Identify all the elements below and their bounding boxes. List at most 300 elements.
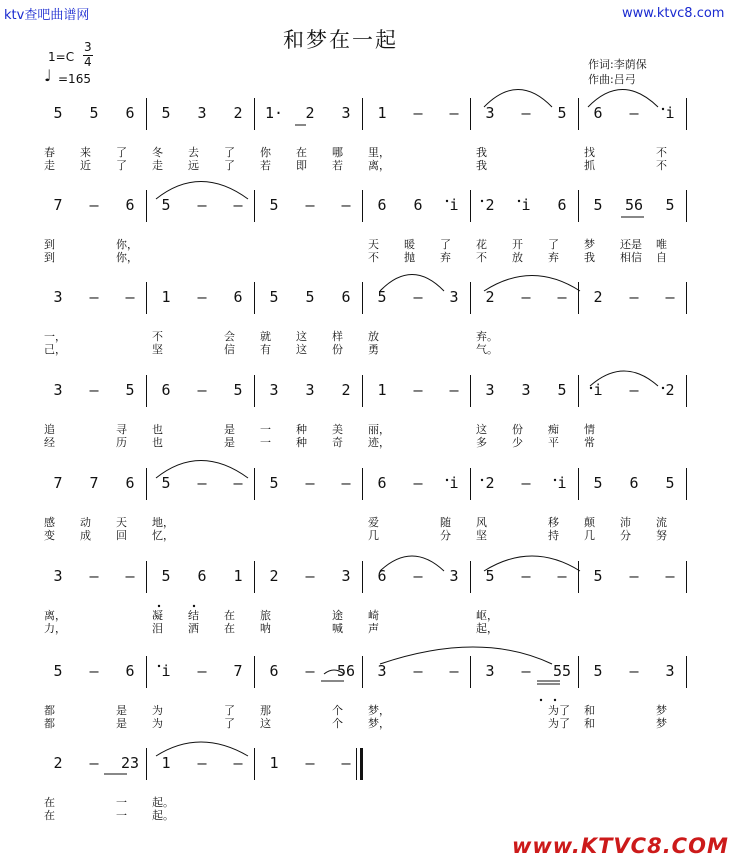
lyric: 分 — [620, 529, 631, 542]
low-dot — [540, 699, 542, 701]
lyric: 不 — [476, 251, 487, 264]
note: 23 — [120, 754, 140, 772]
lyric: 呐 — [260, 622, 271, 635]
lyric: 为了 — [548, 717, 570, 730]
note: 6 — [197, 567, 207, 585]
lyric: 多 — [476, 436, 487, 449]
key-signature: 1=C — [48, 50, 75, 64]
lyric: 崎 — [368, 609, 379, 622]
lyric: 这 — [296, 330, 307, 343]
high-dot — [446, 479, 448, 481]
lyric: 常 — [584, 436, 595, 449]
lyric: 不 — [152, 330, 163, 343]
note: 7 — [53, 474, 63, 492]
lyric: 喊 — [332, 622, 343, 635]
lyric: 为 — [152, 704, 163, 717]
lyric: 到 — [44, 238, 55, 251]
note: – — [197, 288, 207, 306]
site-name-left[interactable]: ktv查吧曲谱网 — [4, 8, 90, 23]
lyric: 即 — [296, 159, 307, 172]
note: 6 — [233, 288, 243, 306]
composer: 作曲:吕弓 — [588, 73, 636, 86]
high-dot — [518, 200, 520, 202]
note: 5 — [557, 381, 567, 399]
note: 56 — [624, 196, 644, 214]
site-url-right[interactable]: www.ktvc8.com — [622, 6, 725, 21]
lyric: 天 — [116, 516, 127, 529]
note: 5 — [161, 196, 171, 214]
lyric: 了 — [224, 704, 235, 717]
lyric: 迹， — [368, 436, 390, 449]
slur — [380, 556, 444, 571]
note: 5 — [593, 662, 603, 680]
lyric: 在 — [44, 809, 55, 822]
lyric: 离， — [368, 159, 390, 172]
lyric: 来 — [80, 146, 91, 159]
low-dot — [158, 605, 160, 607]
lyric: 几 — [368, 529, 379, 542]
note: 5 — [665, 474, 675, 492]
lyric: 会 — [224, 330, 235, 343]
note: 6 — [125, 104, 135, 122]
low-dot — [193, 605, 195, 607]
lyric: 不 — [656, 159, 667, 172]
note: 7 — [233, 662, 243, 680]
note: 3 — [485, 104, 495, 122]
lyric: 相信 — [620, 251, 642, 264]
note: – — [197, 662, 207, 680]
note: – — [89, 567, 99, 585]
note: 5 — [269, 474, 279, 492]
note: i — [449, 196, 459, 214]
note: 7 — [53, 196, 63, 214]
note: 3 — [521, 381, 531, 399]
lyric: 追 — [44, 423, 55, 436]
lyric: 自 — [656, 251, 667, 264]
lyric: 在 — [44, 796, 55, 809]
lyric: 起。 — [152, 809, 174, 822]
note: 6 — [125, 474, 135, 492]
note: 6 — [629, 474, 639, 492]
lyric: 到 — [44, 251, 55, 264]
note: – — [629, 104, 639, 122]
high-dot — [446, 200, 448, 202]
lyric: 一 — [260, 423, 271, 436]
lyric: 在 — [224, 622, 235, 635]
note: 5 — [161, 474, 171, 492]
note: 6 — [377, 567, 387, 585]
time-signature-bottom: 4 — [84, 55, 92, 69]
lyric: 持 — [548, 529, 559, 542]
lyric: 感 — [44, 516, 55, 529]
note: 1 — [377, 104, 387, 122]
note: – — [305, 567, 315, 585]
lyric: 梦 — [656, 704, 667, 717]
lyric: 样 — [332, 330, 343, 343]
note: 6 — [125, 196, 135, 214]
lyric: 都 — [44, 717, 55, 730]
note: 3 — [305, 381, 315, 399]
lyric: 平 — [548, 436, 559, 449]
note: – — [89, 288, 99, 306]
lyric: 岖， — [476, 609, 498, 622]
lyric: 了 — [224, 159, 235, 172]
note: 5 — [269, 288, 279, 306]
lyric: 远 — [188, 159, 199, 172]
lyric: 弃 — [548, 251, 559, 264]
lyric: 梦， — [368, 704, 390, 717]
lyric: 我 — [476, 146, 487, 159]
note: – — [341, 754, 351, 772]
lyric: 情 — [584, 423, 595, 436]
note: 6 — [269, 662, 279, 680]
note: – — [125, 288, 135, 306]
lyric: 痴 — [548, 423, 559, 436]
slur — [380, 647, 552, 664]
note: 1 — [233, 567, 243, 585]
lyric: 开 — [512, 238, 523, 251]
note: – — [197, 474, 207, 492]
note: – — [521, 567, 531, 585]
lyric: 也 — [152, 423, 163, 436]
note: i — [593, 381, 603, 399]
lyric: 沛 — [620, 516, 631, 529]
tempo-value: =165 — [58, 72, 91, 86]
lyric: 信 — [224, 343, 235, 356]
note: 6 — [341, 288, 351, 306]
note: – — [89, 381, 99, 399]
note: – — [89, 662, 99, 680]
lyric: 走 — [152, 159, 163, 172]
note: 6 — [377, 196, 387, 214]
lyric: 坚 — [476, 529, 487, 542]
lyric: 和 — [584, 717, 595, 730]
slur — [484, 556, 580, 571]
lyric: 梦 — [584, 238, 595, 251]
lyric: 不 — [368, 251, 379, 264]
note: – — [413, 474, 423, 492]
lyric: 那 — [260, 704, 271, 717]
lyric: 若 — [260, 159, 271, 172]
note: – — [341, 196, 351, 214]
lyric: 成 — [80, 529, 91, 542]
lyric: 努 — [656, 529, 667, 542]
note: – — [413, 288, 423, 306]
slur — [156, 742, 248, 756]
lyric: 历 — [116, 436, 127, 449]
lyric: 份 — [332, 343, 343, 356]
slur — [588, 90, 658, 108]
lyric: 变 — [44, 529, 55, 542]
note: – — [629, 662, 639, 680]
note: – — [341, 474, 351, 492]
note: – — [233, 474, 243, 492]
note: – — [521, 288, 531, 306]
note: i — [449, 474, 459, 492]
lyric: 一 — [116, 809, 127, 822]
note: – — [413, 104, 423, 122]
note: 5 — [161, 567, 171, 585]
note: 2 — [593, 288, 603, 306]
note: 3 — [197, 104, 207, 122]
lyric: 梦， — [368, 717, 390, 730]
note: – — [89, 754, 99, 772]
note: – — [629, 381, 639, 399]
lyric: 和 — [584, 704, 595, 717]
note: – — [557, 567, 567, 585]
lyric: 也 — [152, 436, 163, 449]
lyric: 一， — [44, 330, 66, 343]
lyric: 在 — [224, 609, 235, 622]
note: 5 — [593, 474, 603, 492]
note: 2 — [665, 381, 675, 399]
note: 5 — [233, 381, 243, 399]
note: 1 — [269, 754, 279, 772]
high-dot — [590, 387, 592, 389]
note: 1 — [161, 288, 171, 306]
note: 2 — [53, 754, 63, 772]
lyric: 一 — [260, 436, 271, 449]
note: 56 — [336, 662, 356, 680]
lyric: 奇 — [332, 436, 343, 449]
note: 7 — [89, 474, 99, 492]
lyric: 放 — [368, 330, 379, 343]
lyric: 己， — [44, 343, 66, 356]
lyric: 种 — [296, 436, 307, 449]
lyric: 坚 — [152, 343, 163, 356]
note: 1 — [161, 754, 171, 772]
lyric: 弃 — [440, 251, 451, 264]
lyric: 动 — [80, 516, 91, 529]
note: 3 — [53, 381, 63, 399]
lyric: 随 — [440, 516, 451, 529]
note: 1· — [264, 104, 284, 122]
note: – — [665, 288, 675, 306]
high-dot — [158, 665, 160, 667]
note: 5 — [53, 662, 63, 680]
lyric: 天 — [368, 238, 379, 251]
note: 3 — [341, 104, 351, 122]
note: 6 — [593, 104, 603, 122]
lyric: 放 — [512, 251, 523, 264]
lyric: 这 — [476, 423, 487, 436]
high-dot — [554, 479, 556, 481]
lyric: 寻 — [116, 423, 127, 436]
note: – — [89, 196, 99, 214]
lyric: 移 — [548, 516, 559, 529]
lyric: 你， — [116, 238, 138, 251]
note: 3 — [377, 662, 387, 680]
lyric: 丽， — [368, 423, 390, 436]
note: – — [449, 381, 459, 399]
slur — [590, 371, 658, 386]
note: 5 — [377, 288, 387, 306]
note: 6 — [161, 381, 171, 399]
lyric: 力， — [44, 622, 66, 635]
note: 1 — [377, 381, 387, 399]
lyric: 种 — [296, 423, 307, 436]
low-dot — [554, 699, 556, 701]
note: 3 — [485, 662, 495, 680]
lyric: 地， — [152, 516, 174, 529]
lyric: 这 — [260, 717, 271, 730]
lyric: 抛 — [404, 251, 415, 264]
note: i — [557, 474, 567, 492]
note: i — [665, 104, 675, 122]
lyric: 个 — [332, 717, 343, 730]
note: 2 — [341, 381, 351, 399]
lyric: 你 — [260, 146, 271, 159]
lyric: 冬 — [152, 146, 163, 159]
note: – — [197, 381, 207, 399]
note: – — [521, 104, 531, 122]
note: 5 — [485, 567, 495, 585]
lyric: 经 — [44, 436, 55, 449]
note: 5 — [665, 196, 675, 214]
song-title: 和梦在一起 — [283, 28, 398, 52]
lyric: 是 — [116, 704, 127, 717]
slur — [380, 275, 444, 292]
note: 5 — [89, 104, 99, 122]
lyric: 弃。 — [476, 330, 498, 343]
note: 5 — [53, 104, 63, 122]
lyric: 了 — [548, 238, 559, 251]
lyric: 是 — [224, 423, 235, 436]
note: i — [521, 196, 531, 214]
slur — [156, 461, 248, 479]
time-signature-top: 3 — [84, 40, 92, 54]
lyric: 都 — [44, 704, 55, 717]
note: 55 — [552, 662, 572, 680]
note: 6 — [125, 662, 135, 680]
high-dot — [662, 387, 664, 389]
note: 2 — [485, 288, 495, 306]
lyric: 这 — [296, 343, 307, 356]
lyric: 里， — [368, 146, 390, 159]
lyric: 个 — [332, 704, 343, 717]
note: – — [449, 662, 459, 680]
note: 2 — [485, 196, 495, 214]
lyric: 泪 — [152, 622, 163, 635]
note: – — [305, 474, 315, 492]
lyric: 是 — [224, 436, 235, 449]
slur — [484, 90, 552, 108]
note: 5 — [269, 196, 279, 214]
slur — [484, 276, 580, 292]
note: – — [233, 754, 243, 772]
note: 5 — [125, 381, 135, 399]
lyric: 近 — [80, 159, 91, 172]
lyric: 流 — [656, 516, 667, 529]
quarter-note-icon: ♩ — [44, 66, 52, 85]
lyric: 你， — [116, 251, 138, 264]
note: 6 — [413, 196, 423, 214]
lyric: 凝 — [152, 609, 163, 622]
lyric: 离， — [44, 609, 66, 622]
lyric: 途 — [332, 609, 343, 622]
lyric: 忆， — [152, 529, 174, 542]
note: 2 — [233, 104, 243, 122]
lyric: 在 — [296, 146, 307, 159]
lyric: 为 — [152, 717, 163, 730]
lyric: 我 — [476, 159, 487, 172]
lyric: 若 — [332, 159, 343, 172]
lyric: 哪 — [332, 146, 343, 159]
lyric: 梦 — [656, 717, 667, 730]
lyric: 回 — [116, 529, 127, 542]
note: 3 — [53, 567, 63, 585]
note: – — [233, 196, 243, 214]
note: 2 — [269, 567, 279, 585]
lyric: 声 — [368, 622, 379, 635]
slur — [156, 182, 248, 200]
note: 5 — [593, 196, 603, 214]
lyric: 了 — [440, 238, 451, 251]
lyric: 了 — [116, 146, 127, 159]
high-dot — [662, 108, 664, 110]
note: 2 — [485, 474, 495, 492]
lyric: 美 — [332, 423, 343, 436]
note: 3 — [269, 381, 279, 399]
note: 3 — [341, 567, 351, 585]
lyric: 少 — [512, 436, 523, 449]
note: – — [305, 662, 315, 680]
note: 5 — [593, 567, 603, 585]
lyricist: 作词:李荫保 — [588, 58, 647, 71]
note: – — [629, 567, 639, 585]
note: 3 — [485, 381, 495, 399]
lyric: 暖 — [404, 238, 415, 251]
watermark-logo: www.KTVC8.COM — [512, 834, 729, 858]
lyric: 了 — [224, 146, 235, 159]
lyric: 唯 — [656, 238, 667, 251]
lyric: 了 — [116, 159, 127, 172]
note: 5 — [557, 104, 567, 122]
note: 3 — [449, 567, 459, 585]
lyric: 爱 — [368, 516, 379, 529]
lyric: 找 — [584, 146, 595, 159]
lyric: 几 — [584, 529, 595, 542]
lyric: 一 — [116, 796, 127, 809]
note: 6 — [557, 196, 567, 214]
lyric: 起。 — [152, 796, 174, 809]
note: – — [449, 104, 459, 122]
lyric: 不 — [656, 146, 667, 159]
note: – — [413, 662, 423, 680]
lyric: 洒 — [188, 622, 199, 635]
note: 2 — [305, 104, 315, 122]
lyric: 颠 — [584, 516, 595, 529]
high-dot — [481, 479, 483, 481]
note: – — [521, 474, 531, 492]
lyric: 花 — [476, 238, 487, 251]
lyric: 起， — [476, 622, 498, 635]
lyric: 了 — [224, 717, 235, 730]
lyric: 份 — [512, 423, 523, 436]
lyric: 气。 — [476, 343, 498, 356]
note: – — [521, 662, 531, 680]
note: – — [557, 288, 567, 306]
note: 3 — [665, 662, 675, 680]
lyric: 去 — [188, 146, 199, 159]
note: – — [629, 288, 639, 306]
lyric: 结 — [188, 609, 199, 622]
note: – — [197, 754, 207, 772]
note: – — [665, 567, 675, 585]
slur — [324, 670, 344, 674]
note: – — [413, 381, 423, 399]
lyric: 走 — [44, 159, 55, 172]
